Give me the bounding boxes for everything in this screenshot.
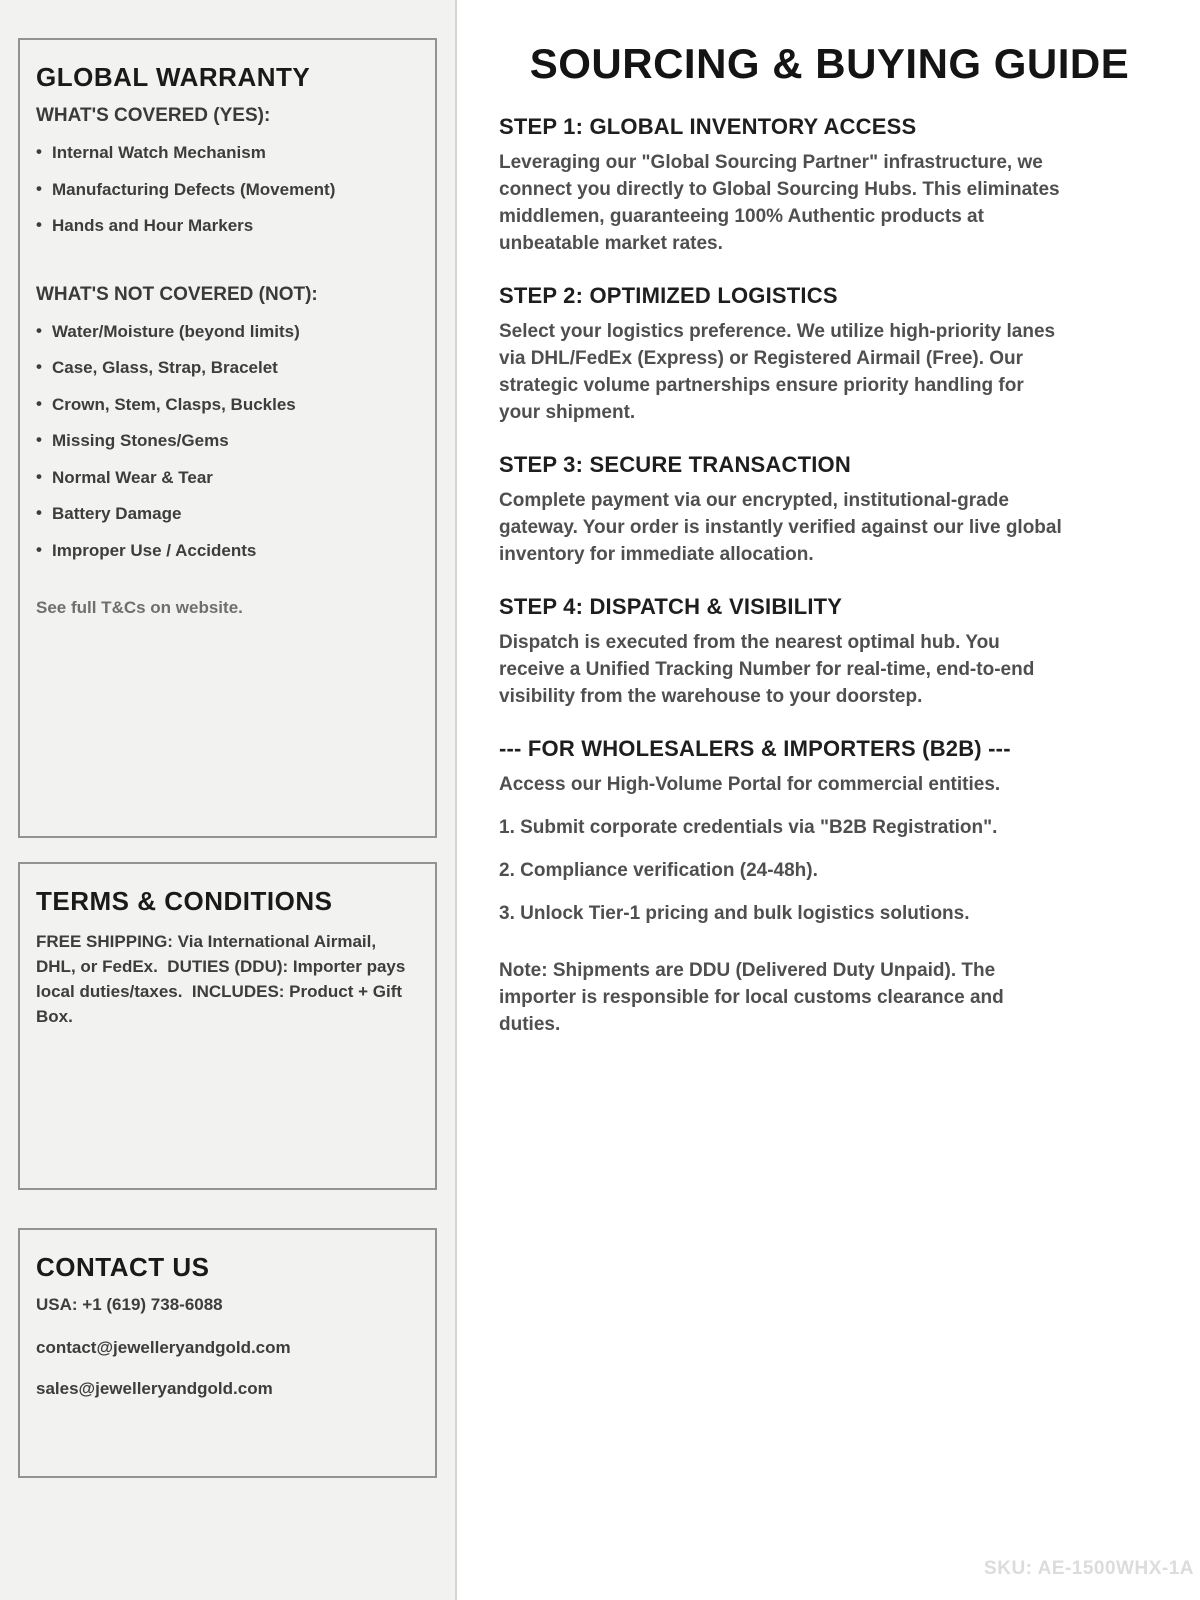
step-1-body: Leveraging our "Global Sourcing Partner" infrastructure, we connect you directly to Global Sourcing Hubs. This eliminates middlemen, guaranteeing 100% Authentic products at unbeatable market rates. bbox=[499, 152, 1060, 254]
list-item: • Improper Use / Accidents bbox=[36, 541, 419, 561]
ddu-note: Note: Shipments are DDU (Delivered Duty Unpaid). The importer is responsible for local customs clearance and duties. bbox=[499, 960, 1004, 1035]
terms-body: FREE SHIPPING: Via International Airmail, DHL, or FedEx. DUTIES (DDU): Importer pays local duties/taxes. INCLUDES: Product + Gift Box. bbox=[36, 932, 411, 1026]
not-covered-heading: WHAT'S NOT COVERED (NOT): bbox=[36, 283, 318, 305]
list-item: • Manufacturing Defects (Movement) bbox=[36, 180, 419, 200]
terms-title: TERMS & CONDITIONS bbox=[36, 886, 333, 916]
list-item: • Battery Damage bbox=[36, 504, 419, 524]
covered-heading: WHAT'S COVERED (YES): bbox=[36, 105, 271, 126]
b2b-heading: --- FOR WHOLESALERS & IMPORTERS (B2B) --- bbox=[499, 736, 1011, 761]
b2b-item-3: 3. Unlock Tier-1 pricing and bulk logistics solutions. bbox=[499, 903, 970, 924]
step-2-body: Select your logistics preference. We utilize high-priority lanes via DHL/FedEx (Express) or Registered Airmail (Free). Our strategic volume partnerships ensure priority handling for your shipment. bbox=[499, 321, 1056, 423]
step-4-section bbox=[499, 594, 1160, 710]
step-1-section bbox=[499, 114, 1160, 257]
step-2-heading: STEP 2: OPTIMIZED LOGISTICS bbox=[499, 283, 838, 308]
warranty-card bbox=[18, 38, 437, 838]
contact-email: contact@jewelleryandgold.com bbox=[36, 1338, 291, 1357]
list-item: • Normal Wear & Tear bbox=[36, 468, 419, 488]
covered-list bbox=[36, 143, 419, 236]
sku-label: SKU: AE-1500WHX-1A bbox=[984, 1558, 1194, 1579]
b2b-item-2: 2. Compliance verification (24-48h). bbox=[499, 860, 818, 881]
step-3-section bbox=[499, 452, 1160, 568]
list-item: • Case, Glass, Strap, Bracelet bbox=[36, 358, 419, 378]
not-covered-list bbox=[36, 322, 419, 561]
list-item: • Missing Stones/Gems bbox=[36, 431, 419, 451]
contact-card bbox=[18, 1228, 437, 1478]
contact-phone: USA: +1 (619) 738-6088 bbox=[36, 1295, 223, 1314]
step-1-heading: STEP 1: GLOBAL INVENTORY ACCESS bbox=[499, 114, 917, 139]
list-item: • Crown, Stem, Clasps, Buckles bbox=[36, 395, 419, 415]
step-3-heading: STEP 3: SECURE TRANSACTION bbox=[499, 452, 851, 477]
guide-main bbox=[457, 0, 1200, 1600]
b2b-section bbox=[499, 736, 1160, 1038]
guide-title: SOURCING & BUYING GUIDE bbox=[529, 40, 1130, 87]
step-4-body: Dispatch is executed from the nearest optimal hub. You receive a Unified Tracking Number for real-time, end-to-end visibility from the warehouse to your doorstep. bbox=[499, 632, 1035, 707]
list-item: • Hands and Hour Markers bbox=[36, 216, 419, 236]
step-4-heading: STEP 4: DISPATCH & VISIBILITY bbox=[499, 594, 843, 619]
b2b-item-1: 1. Submit corporate credentials via "B2B Registration". bbox=[499, 817, 998, 838]
contact-title: CONTACT US bbox=[36, 1252, 210, 1282]
terms-card bbox=[18, 862, 437, 1190]
warranty-title: GLOBAL WARRANTY bbox=[36, 62, 311, 92]
sidebar bbox=[0, 0, 457, 1600]
list-item: • Water/Moisture (beyond limits) bbox=[36, 322, 419, 342]
sales-email: sales@jewelleryandgold.com bbox=[36, 1379, 273, 1398]
b2b-intro: Access our High-Volume Portal for commercial entities. bbox=[499, 774, 1001, 795]
step-3-body: Complete payment via our encrypted, institutional-grade gateway. Your order is instantly verified against our live global inventory for immediate allocation. bbox=[499, 490, 1062, 565]
list-item: • Internal Watch Mechanism bbox=[36, 143, 419, 163]
step-2-section bbox=[499, 283, 1160, 426]
warranty-footnote: See full T&Cs on website. bbox=[36, 598, 243, 618]
